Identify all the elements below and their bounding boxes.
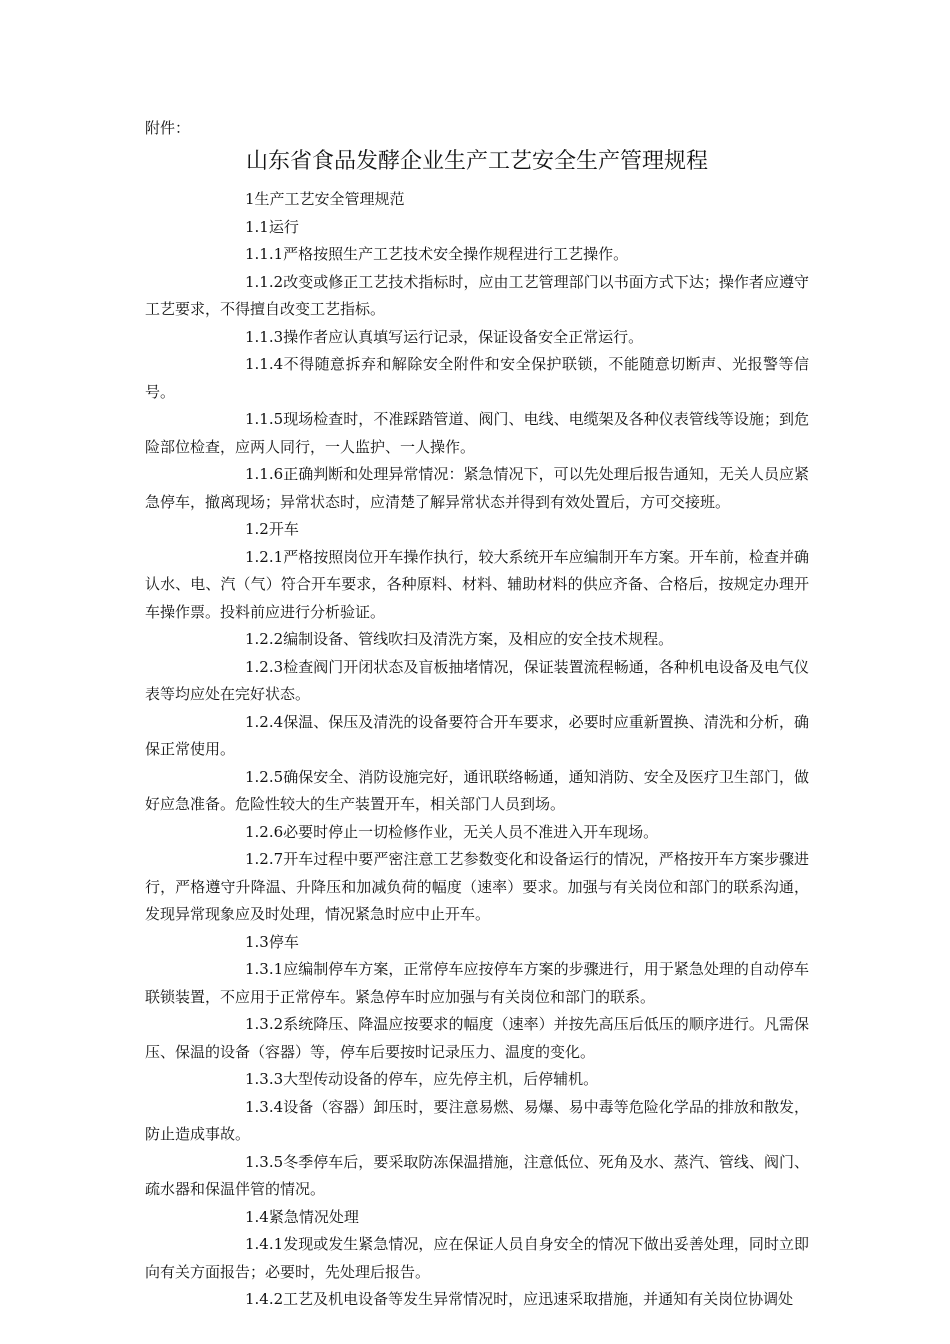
clause-number: 1.4.1 (245, 1235, 284, 1253)
clause-text: 现场检查时，不准踩踏管道、阀门、电线、电缆架及各种仪表管线等设施；到危险部位检查，应两人同行，一人监护、一人操作。 (145, 410, 809, 456)
section-heading (145, 929, 809, 957)
clause-number: 1.2.2 (245, 630, 284, 648)
clause-paragraph (145, 1149, 809, 1204)
section-heading (145, 516, 809, 544)
clause-text: 开车 (268, 520, 299, 538)
attachment-label: 附件： (145, 119, 191, 137)
clause-paragraph (145, 626, 809, 654)
clause-paragraph (145, 1094, 809, 1149)
clause-paragraph (145, 846, 809, 929)
clause-number: 1.3.1 (245, 960, 284, 978)
clause-number: 1.4 (245, 1207, 269, 1226)
clause-paragraph (145, 406, 809, 461)
clause-text: 检查阀门开闭状态及盲板抽堵情况，保证装置流程畅通，各种机电设备及电气仪表等均应处在完好状态。 (145, 657, 809, 703)
clause-text: 紧急情况处理 (268, 1207, 359, 1226)
clause-number: 1.3 (245, 932, 269, 951)
clause-paragraph (145, 709, 809, 764)
document-title: 山东省食品发酵企业生产工艺安全生产管理规程 (245, 149, 708, 174)
clause-number: 1.1.4 (245, 355, 284, 373)
clause-number: 1.1.2 (245, 272, 284, 291)
clause-paragraph (145, 241, 809, 269)
clause-number: 1.1.3 (245, 327, 284, 346)
clause-paragraph (145, 351, 809, 406)
clause-number: 1.3.4 (245, 1097, 284, 1116)
section-heading (145, 186, 809, 214)
clause-number: 1.2.3 (245, 657, 284, 676)
clause-paragraph (145, 1011, 809, 1066)
clause-text: 操作者应认真填写运行记录，保证设备安全正常运行。 (283, 327, 644, 346)
clause-text: 不得随意拆弃和解除安全附件和安全保护联锁，不能随意切断声、光报警等信号。 (145, 355, 809, 401)
clause-number: 1.2.6 (245, 822, 284, 841)
clause-number: 1.1.1 (245, 245, 284, 263)
clause-number: 1.1.5 (245, 410, 284, 428)
clause-number: 1.2.5 (245, 767, 284, 786)
clause-number: 1.3.5 (245, 1152, 284, 1171)
clause-text: 运行 (268, 217, 299, 236)
clause-text: 生产工艺安全管理规范 (254, 190, 405, 208)
clause-text: 开车过程中要严密注意工艺参数变化和设备运行的情况，严格按开车方案步骤进行，严格遵守升降温、升降压和加减负荷的幅度（速率）要求。加强与有关岗位和部门的联系沟通，发现异常现象应及时处理，情况紧急时应中止开车。 (145, 850, 809, 923)
clause-paragraph (145, 764, 809, 819)
section-heading (145, 1204, 809, 1232)
clause-text: 严格按照生产工艺技术安全操作规程进行工艺操作。 (283, 245, 629, 263)
clause-text: 设备（容器）卸压时，要注意易燃、易爆、易中毒等危险化学品的排放和散发，防止造成事故。 (145, 1097, 809, 1143)
clause-number: 1.1.6 (245, 465, 284, 483)
clause-text: 工艺及机电设备等发生异常情况时，应迅速采取措施，并通知有关岗位协调处 (283, 1290, 794, 1308)
clause-text: 必要时停止一切检修作业，无关人员不准进入开车现场。 (283, 822, 659, 841)
clause-text: 大型传动设备的停车，应先停主机，后停辅机。 (283, 1070, 599, 1088)
clause-number: 1.2.4 (245, 712, 284, 731)
section-heading (145, 214, 809, 242)
clause-text: 编制设备、管线吹扫及清洗方案，及相应的安全技术规程。 (283, 630, 674, 648)
clause-number: 1.1 (245, 217, 269, 236)
clause-text: 发现或发生紧急情况，应在保证人员自身安全的情况下做出妥善处理，同时立即向有关方面报告；必要时，先处理后报告。 (145, 1235, 809, 1281)
clause-number: 1.3.2 (245, 1015, 284, 1033)
clause-paragraph (145, 269, 809, 324)
clause-paragraph (145, 956, 809, 1011)
clause-number: 1.2 (245, 520, 269, 538)
clause-text: 停车 (268, 932, 299, 951)
clause-text: 系统降压、降温应按要求的幅度（速率）并按先高压后低压的顺序进行。凡需保压、保温的设备（容器）等，停车后要按时记录压力、温度的变化。 (145, 1015, 809, 1061)
clause-text: 冬季停车后，要采取防冻保温措施，注意低位、死角及水、蒸汽、管线、阀门、疏水器和保温伴管的情况。 (145, 1152, 809, 1198)
clause-text: 改变或修正工艺技术指标时，应由工艺管理部门以书面方式下达；操作者应遵守工艺要求，不得擅自改变工艺指标。 (145, 272, 809, 318)
clause-number: 1.3.3 (245, 1070, 284, 1088)
clause-paragraph (145, 324, 809, 352)
clause-text: 应编制停车方案，正常停车应按停车方案的步骤进行，用于紧急处理的自动停车联锁装置，不应用于正常停车。紧急停车时应加强与有关岗位和部门的联系。 (145, 960, 809, 1006)
clause-paragraph (145, 1231, 809, 1286)
clause-text: 严格按照岗位开车操作执行，较大系统开车应编制开车方案。开车前，检查并确认水、电、汽（气）符合开车要求，各种原料、材料、辅助材料的供应齐备、合格后，按规定办理开车操作票。投料前应进行分析验证。 (145, 547, 809, 621)
clause-paragraph (145, 819, 809, 847)
clause-number: 1.2.7 (245, 850, 284, 868)
clause-paragraph (145, 1286, 809, 1314)
clause-number: 1.2.1 (245, 547, 284, 566)
clause-number: 1 (245, 190, 255, 208)
clause-text: 保温、保压及清洗的设备要符合开车要求，必要时应重新置换、清洗和分析，确保正常使用。 (145, 712, 809, 758)
clause-paragraph (145, 654, 809, 709)
clause-paragraph (145, 544, 809, 627)
clause-number: 1.4.2 (245, 1290, 284, 1308)
document-body (145, 186, 809, 1314)
clause-text: 确保安全、消防设施完好，通讯联络畅通，通知消防、安全及医疗卫生部门，做好应急准备。危险性较大的生产装置开车，相关部门人员到场。 (145, 767, 809, 813)
clause-paragraph (145, 461, 809, 516)
clause-paragraph (145, 1066, 809, 1094)
clause-text: 正确判断和处理异常情况：紧急情况下，可以先处理后报告通知，无关人员应紧急停车，撤离现场；异常状态时，应清楚了解异常状态并得到有效处置后，方可交接班。 (145, 465, 809, 511)
